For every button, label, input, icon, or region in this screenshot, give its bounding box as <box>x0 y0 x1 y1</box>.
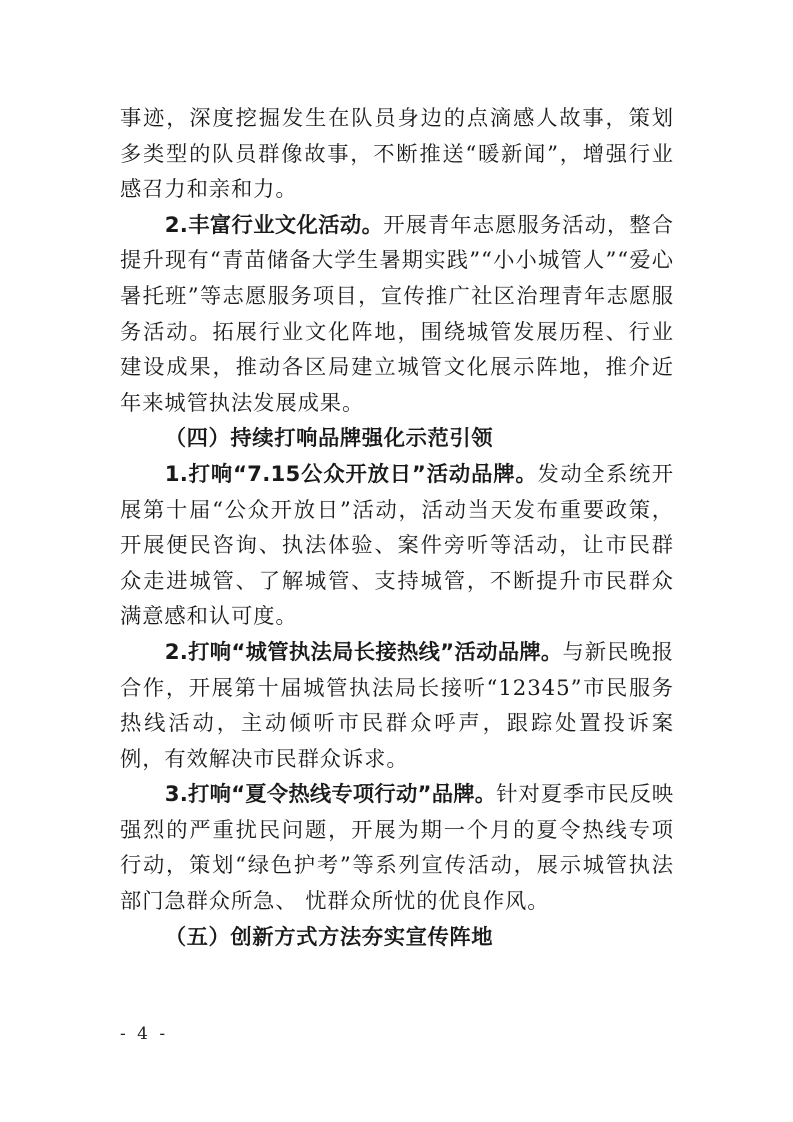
paragraph-text: 事迹，深度挖掘发生在队员身边的点滴感人故事，策划多类型的队员群像故事，不断推送“暖新闻”，增强行业感召力和亲和力。 <box>120 106 674 203</box>
paragraph-text: 开展青年志愿服务活动，整合提升现有“青苗储备大学生暑期实践”“小小城管人”“爱心暑托班”等志愿服务项目，宣传推广社区治理青年志愿服务活动。拓展行业文化阵地，围绕城管发展历程、行业建设成果，推动各区局建立城管文化展示阵地，推介近年来城管执法发展成果。 <box>120 212 674 416</box>
paragraph-hotline <box>120 635 674 777</box>
paragraph-culture-activities <box>120 208 674 422</box>
paragraph-intro-continuation <box>120 101 674 208</box>
paragraph-text: 与新民晚报合作，开展第十届城管执法局长接听“12345”市民服务热线活动，主动倾听市民群众呼声，跟踪处置投诉案例，有效解决市民群众诉求。 <box>120 639 674 772</box>
document-body <box>120 101 674 955</box>
paragraph-lead-heading: 3.打响“夏令热线专项行动”品牌。 <box>164 782 497 808</box>
paragraph-open-day <box>120 457 674 635</box>
paragraph-text: 发动全系统开展第十届“公众开放日”活动，活动当天发布重要政策，开展便民咨询、执法体验、案件旁听等活动，让市民群众走进城管、了解城管、支持城管，不断提升市民群众满意感和认可度。 <box>120 461 674 630</box>
paragraph-lead-heading: 2.打响“城管执法局长接热线”活动品牌。 <box>164 639 563 665</box>
section-heading-5: （五）创新方式方法夯实宣传阵地 <box>164 924 494 950</box>
paragraph-summer-campaign <box>120 777 674 919</box>
paragraph-lead-heading: 2.丰富行业文化活动。 <box>164 212 384 238</box>
paragraph-lead-heading: 1.打响“7.15公众开放日”活动品牌。 <box>164 461 538 487</box>
page-number: - 4 - <box>120 1024 169 1044</box>
paragraph-text: 针对夏季市民反映强烈的严重扰民问题，开展为期一个月的夏令热线专项行动，策划“绿色护考”等系列宣传活动，展示城管执法部门急群众所急、 忧群众所忧的优良作风。 <box>120 782 675 915</box>
section-heading-4: （四）持续打响品牌强化示范引领 <box>164 426 494 452</box>
